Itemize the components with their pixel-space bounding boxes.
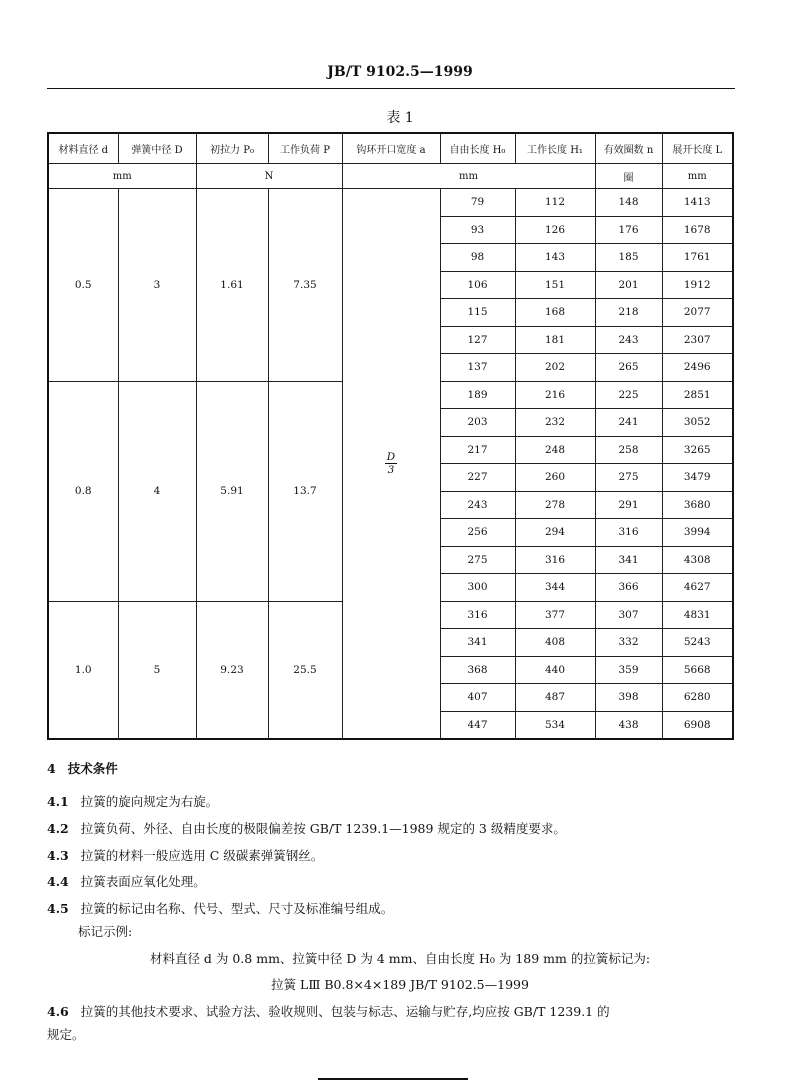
table-cell: 1678	[662, 216, 733, 244]
table-cell: 3680	[662, 491, 733, 519]
col-header: 展开长度 L	[662, 133, 733, 164]
table-cell: 168	[515, 299, 595, 327]
example-text: 材料直径 d 为 0.8 mm、拉簧中径 D 为 4 mm、自由长度 H₀ 为 189 mm 的拉簧标记为:	[149, 951, 651, 966]
group-cell-d: 3	[118, 189, 196, 382]
table-cell: 189	[440, 381, 515, 409]
table-cell: 4627	[662, 574, 733, 602]
table-cell: 176	[595, 216, 662, 244]
table-cell: 275	[440, 546, 515, 574]
example-label: 标记示例:	[78, 924, 133, 939]
table-cell: 2496	[662, 354, 733, 382]
table-cell: 241	[595, 409, 662, 437]
item-4-1: 4.1 拉簧的旋向规定为右旋。	[47, 794, 219, 809]
table-cell: 366	[595, 574, 662, 602]
table-cell: 275	[595, 464, 662, 492]
group-cell-p: 25.5	[268, 601, 342, 739]
unit-cell: N	[196, 164, 342, 189]
item-4-3: 4.3 拉簧的材料一般应选用 C 级碳素弹簧钢丝。	[47, 848, 324, 863]
table-cell: 4831	[662, 601, 733, 629]
table-cell: 487	[515, 684, 595, 712]
table-cell: 106	[440, 271, 515, 299]
table-row	[48, 189, 733, 217]
table-cell: 4308	[662, 546, 733, 574]
table-cell: 316	[440, 601, 515, 629]
units-row	[48, 164, 733, 189]
table-cell: 3479	[662, 464, 733, 492]
header-row	[48, 133, 733, 164]
table-cell: 1761	[662, 244, 733, 272]
col-header: 钩环开口宽度 a	[342, 133, 440, 164]
table-cell: 248	[515, 436, 595, 464]
group-cell-d: 1.0	[48, 601, 118, 739]
table-cell: 98	[440, 244, 515, 272]
page-header: JB/T 9102.5—1999	[327, 64, 473, 80]
table-cell: 256	[440, 519, 515, 547]
col-header: 工作负荷 P	[268, 133, 342, 164]
spring-table	[47, 132, 734, 740]
table-cell: 79	[440, 189, 515, 217]
table-cell: 307	[595, 601, 662, 629]
table-cell: 407	[440, 684, 515, 712]
table-cell: 291	[595, 491, 662, 519]
table-body	[48, 189, 733, 740]
table-cell: 202	[515, 354, 595, 382]
col-header: 初拉力 P₀	[196, 133, 268, 164]
group-cell-d: 4	[118, 381, 196, 601]
col-header: 弹簧中径 D	[118, 133, 196, 164]
table-cell: 126	[515, 216, 595, 244]
table-cell: 316	[595, 519, 662, 547]
header-rule	[47, 88, 735, 89]
table-cell: 260	[515, 464, 595, 492]
table-cell: 300	[440, 574, 515, 602]
table-cell: 1413	[662, 189, 733, 217]
group-cell-p: 13.7	[268, 381, 342, 601]
table-cell: 316	[515, 546, 595, 574]
col-header: 自由长度 H₀	[440, 133, 515, 164]
table-cell: 341	[440, 629, 515, 657]
table-title: 表 1	[386, 110, 414, 126]
table-cell: 258	[595, 436, 662, 464]
table-cell: 278	[515, 491, 595, 519]
table-cell: 137	[440, 354, 515, 382]
col-header: 有效圈数 n	[595, 133, 662, 164]
table-cell: 2307	[662, 326, 733, 354]
footer-rule	[318, 1078, 468, 1080]
unit-cell: mm	[662, 164, 733, 189]
table-cell: 217	[440, 436, 515, 464]
item-4-4: 4.4 拉簧表面应氧化处理。	[47, 874, 206, 889]
table-cell: 294	[515, 519, 595, 547]
table-cell: 232	[515, 409, 595, 437]
table-cell: 112	[515, 189, 595, 217]
table-cell: 447	[440, 711, 515, 739]
table-cell: 148	[595, 189, 662, 217]
col-header: 材料直径 d	[48, 133, 118, 164]
table-cell: 359	[595, 656, 662, 684]
group-cell-p0: 5.91	[196, 381, 268, 601]
unit-cell: mm	[342, 164, 595, 189]
item-4-2: 4.2 拉簧负荷、外径、自由长度的极限偏差按 GB/T 1239.1—1989 规定的 3 级精度要求。	[47, 821, 566, 836]
table-cell: 398	[595, 684, 662, 712]
table-cell: 265	[595, 354, 662, 382]
table-cell: 377	[515, 601, 595, 629]
table-cell: 201	[595, 271, 662, 299]
table-cell: 5243	[662, 629, 733, 657]
table-cell: 3265	[662, 436, 733, 464]
example-mark: 拉簧 LⅢ B0.8×4×189 JB/T 9102.5—1999	[271, 977, 529, 992]
group-cell-d: 0.8	[48, 381, 118, 601]
table-cell: 203	[440, 409, 515, 437]
fraction-numerator: D	[386, 451, 396, 463]
table-cell: 243	[595, 326, 662, 354]
table-cell: 216	[515, 381, 595, 409]
item-4-5: 4.5 拉簧的标记由名称、代号、型式、尺寸及标准编号组成。	[47, 901, 394, 916]
table-cell: 3052	[662, 409, 733, 437]
table-cell: 243	[440, 491, 515, 519]
table-cell: 6280	[662, 684, 733, 712]
col-header: 工作长度 H₁	[515, 133, 595, 164]
group-cell-p0: 1.61	[196, 189, 268, 382]
table-cell: 185	[595, 244, 662, 272]
table-cell: 2851	[662, 381, 733, 409]
unit-cell: mm	[48, 164, 196, 189]
table-cell: 440	[515, 656, 595, 684]
table-cell: 408	[515, 629, 595, 657]
fraction	[385, 451, 397, 476]
item-4-6: 4.6 拉簧的其他技术要求、试验方法、验收规则、包装与标志、运输与贮存,均应按 GB/T 1239.1 的	[47, 1004, 610, 1019]
table-cell: 534	[515, 711, 595, 739]
group-cell-d: 5	[118, 601, 196, 739]
table-cell: 438	[595, 711, 662, 739]
table-cell: 344	[515, 574, 595, 602]
table-cell: 218	[595, 299, 662, 327]
fraction-denominator: 3	[387, 464, 395, 476]
section-title: 4 技术条件	[47, 761, 118, 776]
table-cell: 93	[440, 216, 515, 244]
table-cell: 5668	[662, 656, 733, 684]
table-cell: 368	[440, 656, 515, 684]
table-cell: 3994	[662, 519, 733, 547]
table-cell: 1912	[662, 271, 733, 299]
table-cell: 181	[515, 326, 595, 354]
table-cell: 115	[440, 299, 515, 327]
group-cell-d: 0.5	[48, 189, 118, 382]
table-cell: 2077	[662, 299, 733, 327]
table-cell: 151	[515, 271, 595, 299]
table-cell: 225	[595, 381, 662, 409]
item-4-6-cont: 规定。	[47, 1027, 85, 1042]
table-cell: 6908	[662, 711, 733, 739]
group-cell-p: 7.35	[268, 189, 342, 382]
table-cell: 143	[515, 244, 595, 272]
table-cell: 227	[440, 464, 515, 492]
table-cell: 127	[440, 326, 515, 354]
table-cell: 332	[595, 629, 662, 657]
table-cell: 341	[595, 546, 662, 574]
hook-opening-cell	[342, 189, 440, 740]
group-cell-p0: 9.23	[196, 601, 268, 739]
unit-cell: 圈	[595, 164, 662, 189]
